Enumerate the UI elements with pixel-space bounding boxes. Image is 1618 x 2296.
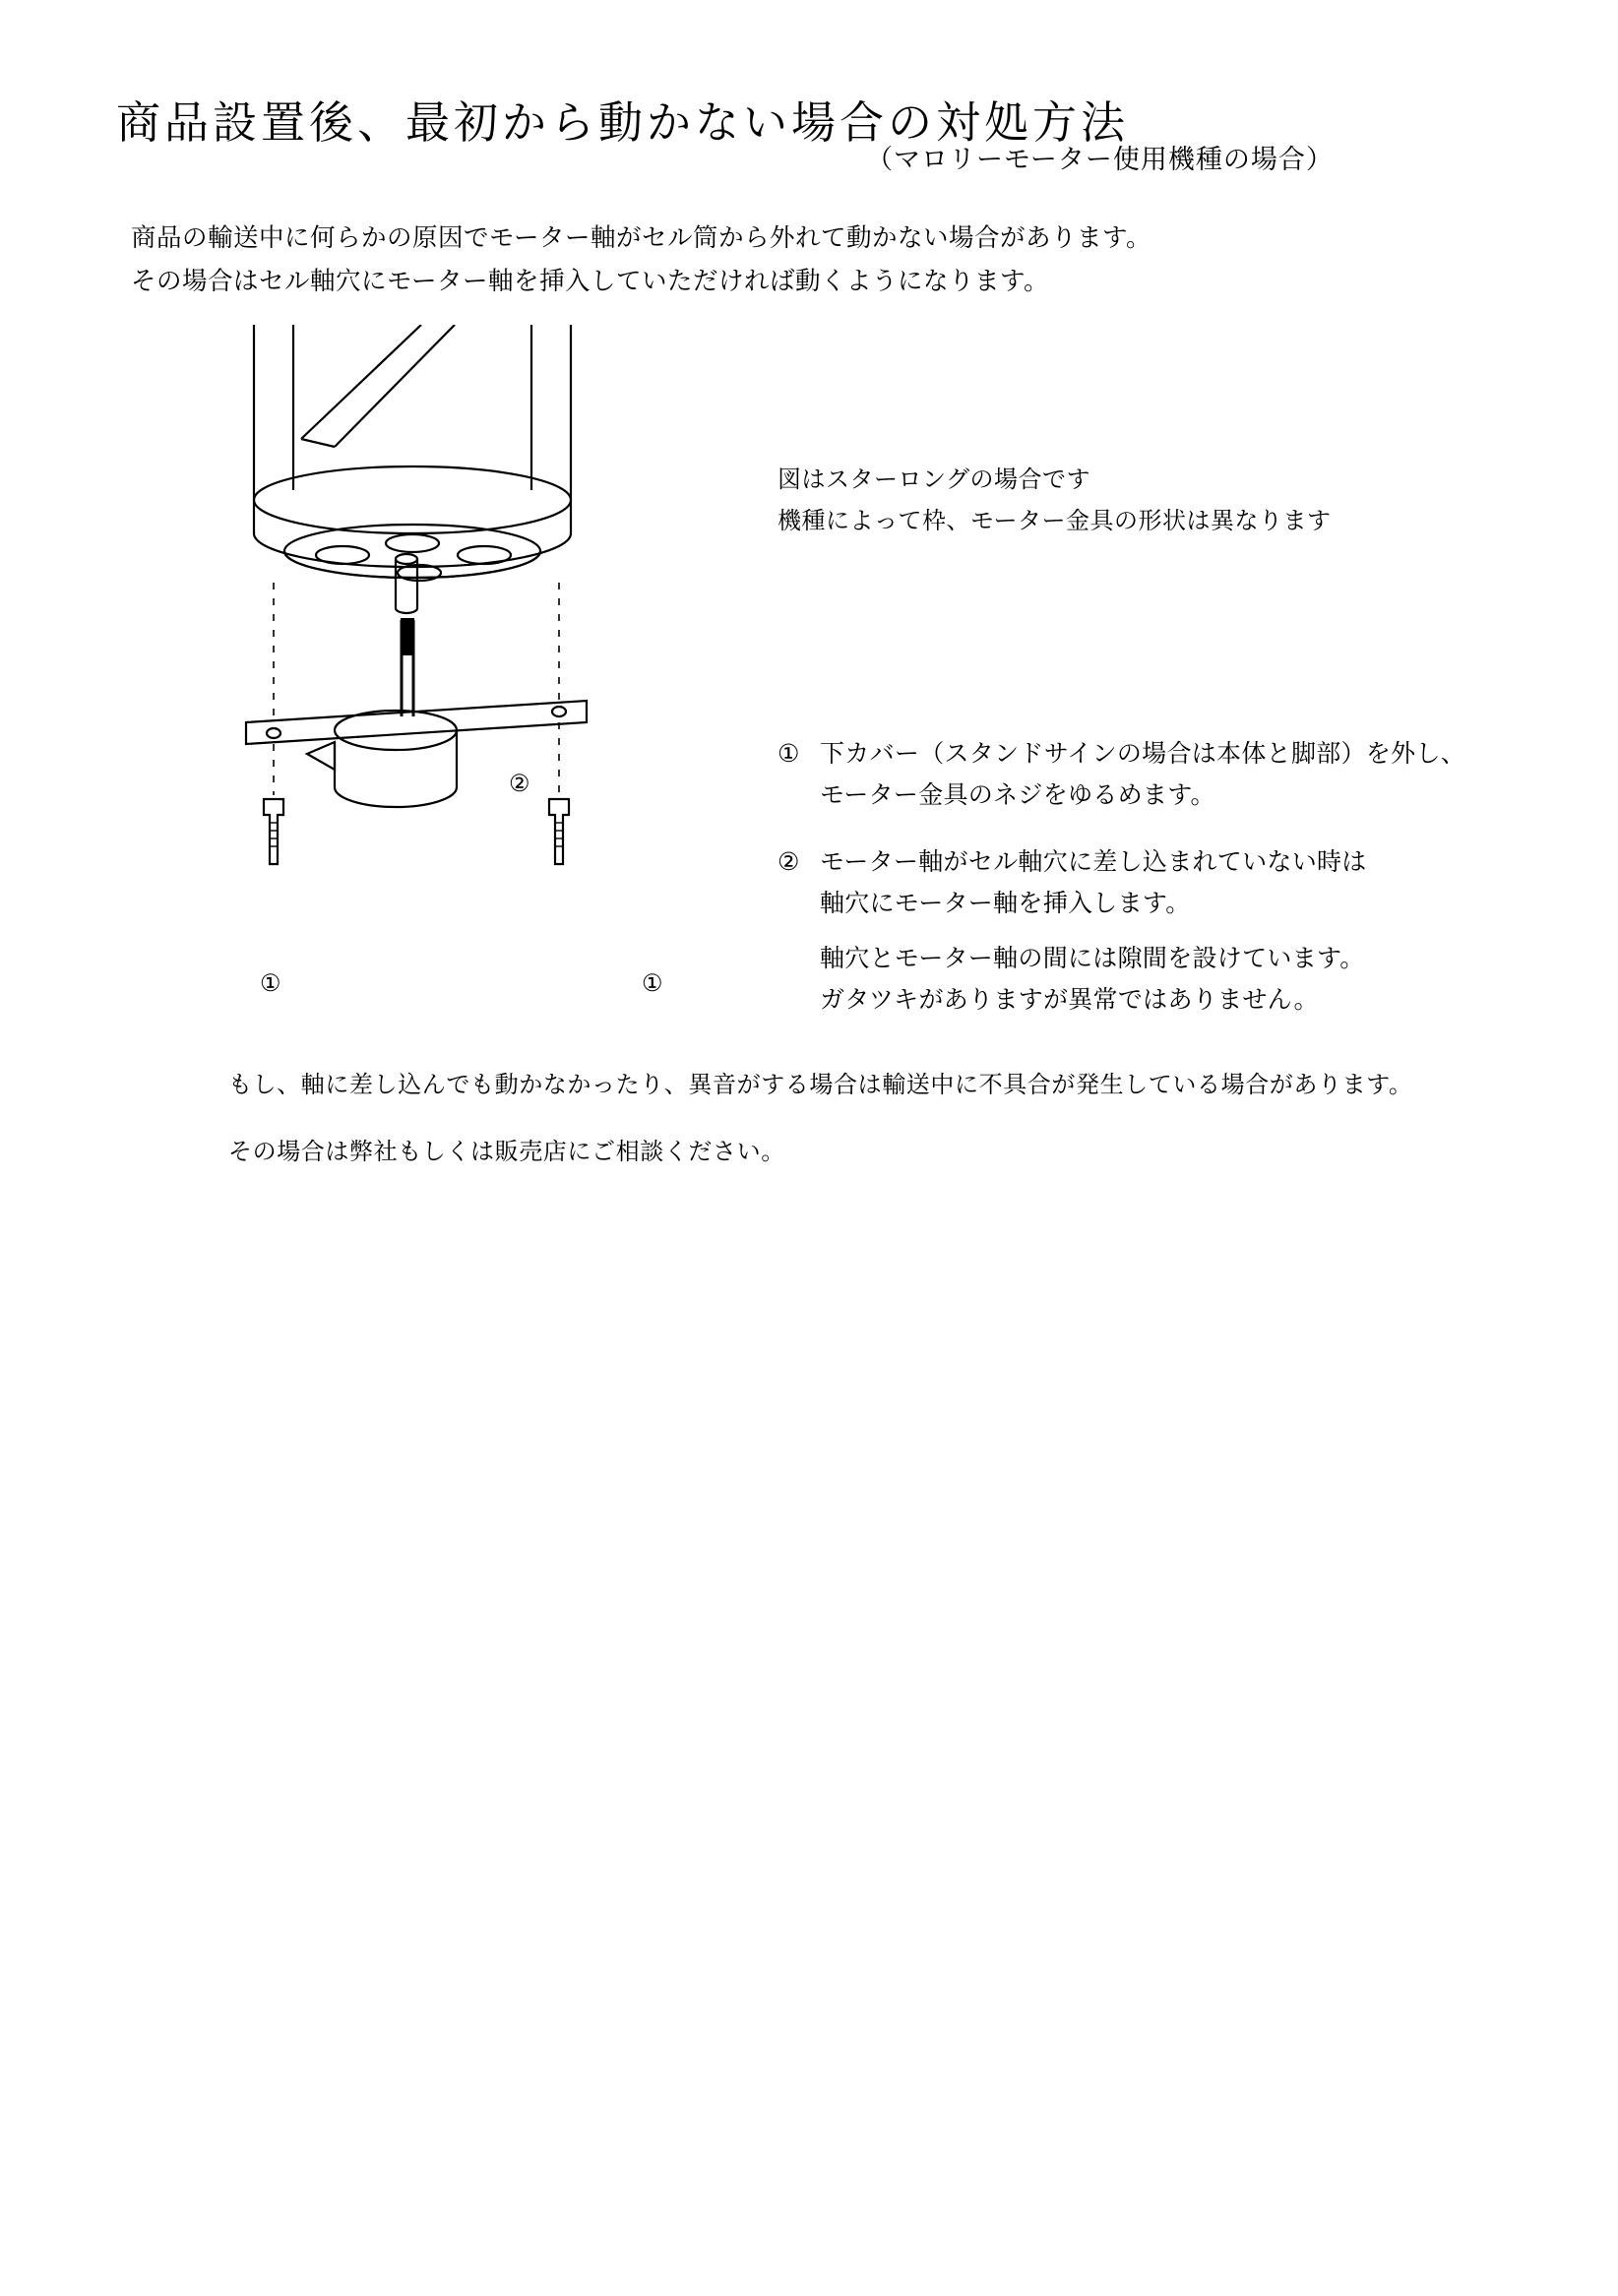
step-marker: ①: [778, 740, 800, 768]
footer-line-2: その場合は弊社もしくは販売店にご相談ください。: [228, 1139, 785, 1165]
step-note-line: 軸穴とモーター軸の間には隙間を設けています。: [820, 945, 1365, 972]
screw-right: [549, 799, 569, 864]
assembly-diagram-svg: [226, 325, 758, 1014]
frame-brace-line-b: [335, 325, 455, 447]
step-item: [778, 841, 1525, 1021]
base-hole-center: [386, 534, 439, 552]
figure-note: [778, 460, 1332, 542]
drum-top-ellipse: [254, 466, 571, 533]
page-subtitle: （マロリーモーター使用機種の場合）: [866, 145, 1334, 174]
figure-label-screw-left: ①: [260, 970, 281, 997]
instruction-steps: [778, 733, 1525, 1046]
step-line: 下カバー（スタンドサインの場合は本体と脚部）を外し、: [820, 740, 1466, 768]
step-body: [820, 733, 1525, 816]
frame-brace-end: [301, 439, 335, 447]
step-body: [820, 841, 1525, 1021]
figure-label-shaft: ②: [509, 771, 530, 797]
step-spacer: [820, 924, 1525, 938]
step-item: [778, 733, 1525, 816]
step-line: モーター金具のネジをゆるめます。: [820, 781, 1215, 809]
figure-note-line-1: 図はスターロングの場合です: [778, 466, 1091, 493]
screw-left: [264, 799, 283, 864]
intro-paragraph: [131, 217, 1151, 303]
motor-bracket-bar: [246, 701, 587, 744]
cell-sleeve-top: [396, 554, 417, 564]
frame-brace-line-a: [301, 325, 421, 439]
base-hole-left: [316, 546, 369, 564]
motor-body-outline: [335, 730, 457, 807]
assembly-diagram: [226, 325, 758, 1014]
figure-label-screw-right: ①: [642, 970, 663, 997]
base-hole-right: [458, 546, 511, 564]
page-title: 商品設置後、最初から動かない場合の対処方法: [116, 97, 1130, 149]
step-line: モーター軸がセル軸穴に差し込まれていない時は: [820, 848, 1367, 876]
step-marker: ②: [778, 848, 800, 876]
footer-line-1: もし、軸に差し込んでも動かなかったり、異音がする場合は輸送中に不具合が発生している場合があります。: [228, 1072, 1413, 1098]
motor-mount-tab: [307, 742, 335, 770]
bracket-hole-left: [267, 728, 280, 738]
motor-shaft-tip: [401, 618, 414, 655]
intro-line-1: 商品の輸送中に何らかの原因でモーター軸がセル筒から外れて動かない場合があります。: [131, 224, 1151, 252]
motor-body-top: [335, 711, 457, 750]
figure-note-line-2: 機種によって枠、モーター金具の形状は異なります: [778, 508, 1332, 534]
step-line: 軸穴にモーター軸を挿入します。: [820, 890, 1191, 917]
intro-line-2: その場合はセル軸穴にモーター軸を挿入していただければ動くようになります。: [131, 268, 1049, 295]
bracket-hole-right: [552, 707, 566, 716]
step-note-line: ガタツキがありますが異常ではありません。: [820, 986, 1319, 1014]
